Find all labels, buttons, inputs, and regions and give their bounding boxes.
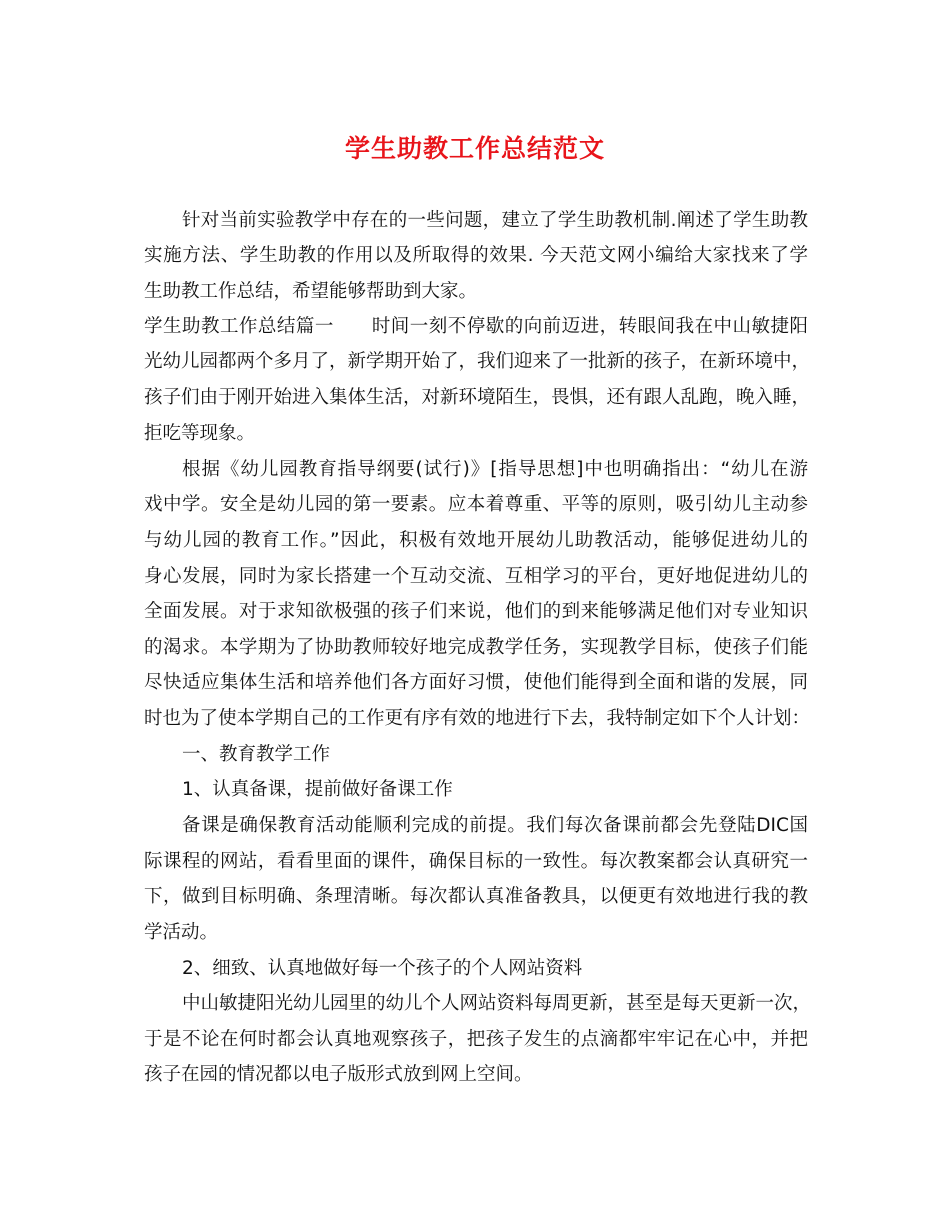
text-line: 际课程的网站，看看里面的课件，确保目标的一致性。每次教案都会认真研究一 xyxy=(144,851,808,872)
text-line: 光幼儿园都两个多月了，新学期开始了，我们迎来了一批新的孩子，在新环境中， xyxy=(144,351,811,372)
text-line: 与幼儿园的教育工作。”因此，积极有效地开展幼儿助教活动，能够促进幼儿的 xyxy=(144,530,808,551)
text-line: 孩子们由于刚开始进入集体生活，对新环境陌生，畏惧，还有跟人乱跑，晚入睡， xyxy=(144,387,811,408)
text-line: 全面发展。对于求知欲极强的孩子们来说，他们的到来能够满足他们对专业知识 xyxy=(144,601,808,622)
text-line: 根据《幼儿园教育指导纲要(试行)》[指导思想]中也明确指出：“幼儿在游 xyxy=(182,459,808,480)
text-line: 学生助教工作总结篇一 时间一刻不停歇的向前迈进，转眼间我在中山敏捷阳 xyxy=(144,316,808,337)
text-line: 中山敏捷阳光幼儿园里的幼儿个人网站资料每周更新，甚至是每天更新一次， xyxy=(182,993,812,1014)
text-line: 实施方法、学生助教的作用以及所取得的效果. 今天范文网小编给大家找来了学 xyxy=(144,245,808,266)
subsection-heading: 2、细致、认真地做好每一个孩子的个人网站资料 xyxy=(182,958,583,979)
text-line: 学活动。 xyxy=(144,922,219,943)
text-line: 下，做到目标明确、条理清晰。每次都认真准备教具，以便更有效地进行我的教 xyxy=(144,886,808,907)
text-line: 尽快适应集体生活和培养他们各方面好习惯，使他们能得到全面和谐的发展，同 xyxy=(144,672,808,693)
text-line: 针对当前实验教学中存在的一些问题，建立了学生助教机制.阐述了学生助教 xyxy=(182,210,808,231)
text-line: 时也为了使本学期自己的工作更有序有效的地进行下去，我特制定如下个人计划： xyxy=(144,708,811,729)
text-line: 身心发展，同时为家长搭建一个互动交流、互相学习的平台，更好地促进幼儿的 xyxy=(144,566,808,587)
document-title: 学生助教工作总结范文 xyxy=(344,134,605,163)
text-line: 的渴求。本学期为了协助教师较好地完成教学任务，实现教学目标，使孩子们能 xyxy=(144,637,808,658)
text-line: 拒吃等现象。 xyxy=(144,423,256,444)
text-line: 戏中学。安全是幼儿园的第一要素。应本着尊重、平等的原则，吸引幼儿主动参 xyxy=(144,494,808,515)
text-line: 备课是确保教育活动能顺利完成的前提。我们每次备课前都会先登陆DIC国 xyxy=(182,815,808,836)
text-line: 生助教工作总结，希望能够帮助到大家。 xyxy=(144,281,478,302)
subsection-heading: 1、认真备课，提前做好备课工作 xyxy=(182,779,453,800)
text-line: 于是不论在何时都会认真地观察孩子，把孩子发生的点滴都牢牢记在心中，并把 xyxy=(144,1029,808,1050)
section-heading: 一、教育教学工作 xyxy=(182,744,331,765)
text-line: 孩子在园的情况都以电子版形式放到网上空间。 xyxy=(144,1064,533,1085)
